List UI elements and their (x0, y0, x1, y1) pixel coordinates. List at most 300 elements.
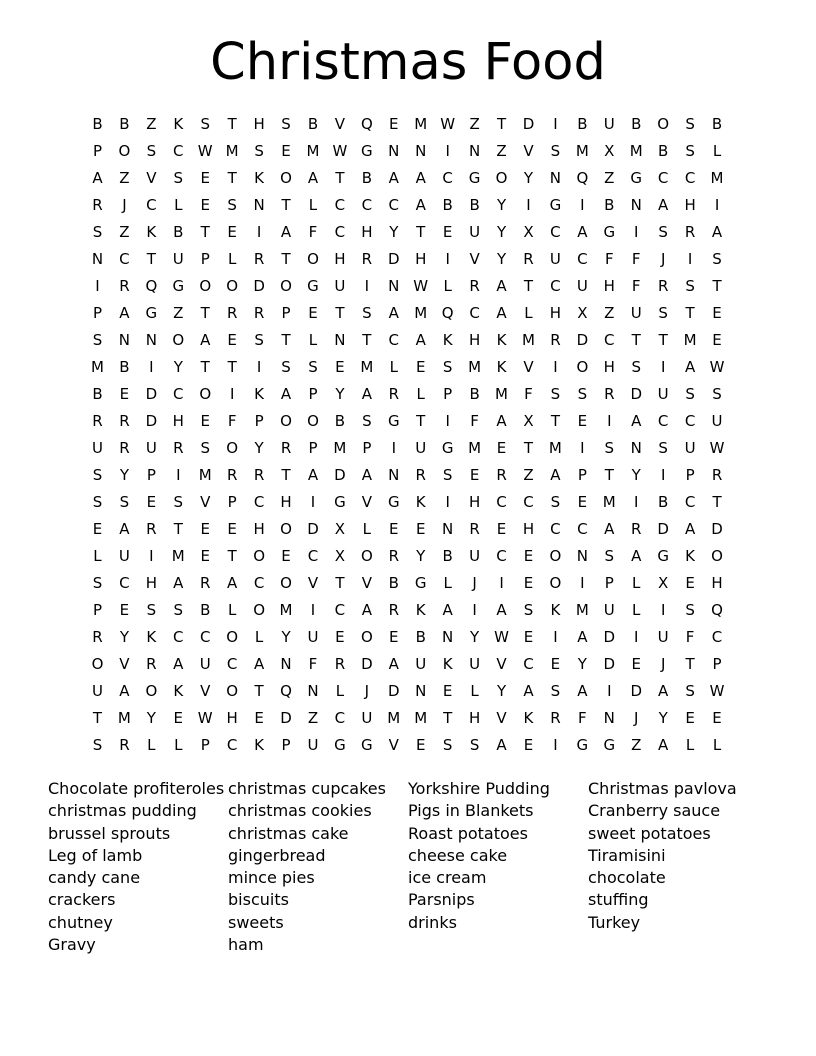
grid-letter: A (361, 601, 372, 619)
grid-letter: E (523, 574, 534, 592)
word-list-item: Yorkshire Pudding (408, 779, 550, 798)
grid-letter: R (146, 655, 157, 673)
grid-letter: I (149, 547, 154, 565)
grid-letter: B (307, 115, 319, 133)
grid-letter: O (199, 385, 212, 403)
grid-letter: B (577, 115, 588, 133)
grid-letter: S (550, 385, 561, 403)
grid-letter: S (173, 493, 184, 511)
grid-letter: A (631, 412, 642, 430)
grid-letter: M (225, 142, 239, 160)
grid-letter: C (334, 196, 346, 214)
grid-letter: E (281, 547, 291, 565)
grid-letter: B (469, 385, 480, 403)
grid-letter: Q (576, 169, 589, 187)
grid-letter: I (607, 412, 612, 430)
grid-letter: C (523, 493, 534, 511)
grid-letter: A (200, 331, 211, 349)
grid-letter: D (576, 331, 589, 349)
grid-letter: C (684, 169, 696, 187)
grid-letter: Y (389, 223, 399, 241)
grid-letter: R (226, 304, 238, 322)
grid-letter: M (521, 331, 535, 349)
grid-letter: N (576, 547, 588, 565)
grid-letter: U (145, 439, 157, 457)
grid-letter: P (604, 574, 614, 592)
grid-letter: B (173, 223, 184, 241)
grid-letter: P (200, 250, 210, 268)
grid-letter: I (445, 493, 450, 511)
grid-letter: O (226, 439, 239, 457)
grid-letter: I (499, 574, 504, 592)
grid-letter: I (580, 196, 585, 214)
grid-letter: E (200, 520, 210, 538)
grid-letter: E (523, 736, 534, 754)
grid-letter: T (712, 277, 722, 295)
grid-letter: C (361, 196, 373, 214)
grid-letter: M (198, 466, 212, 484)
grid-letter: Z (496, 142, 507, 160)
grid-letter: H (226, 709, 238, 727)
grid-letter: R (550, 709, 561, 727)
grid-letter: O (549, 574, 562, 592)
grid-letter: K (254, 385, 265, 403)
grid-letter: I (176, 466, 181, 484)
grid-letter: P (577, 466, 587, 484)
grid-letter: K (496, 358, 507, 376)
grid-letter: S (523, 601, 534, 619)
grid-letter: K (496, 331, 507, 349)
grid-letter: T (227, 547, 237, 565)
grid-letter: B (631, 115, 642, 133)
grid-letter: T (443, 709, 453, 727)
grid-letter: C (657, 412, 669, 430)
grid-letter: C (253, 493, 265, 511)
grid-letter: A (227, 574, 238, 592)
grid-letter: C (496, 547, 507, 565)
grid-letter: D (253, 277, 265, 295)
grid-letter: U (603, 601, 615, 619)
grid-letter: G (603, 223, 616, 241)
grid-letter: C (469, 304, 480, 322)
grid-letter: V (361, 574, 372, 592)
grid-letter: L (470, 682, 479, 700)
grid-letter: T (281, 331, 291, 349)
grid-letter: O (657, 115, 670, 133)
grid-letter: I (634, 223, 639, 241)
grid-letter: I (445, 412, 450, 430)
grid-letter: I (310, 601, 316, 619)
grid-letter: E (281, 142, 291, 160)
grid-letter: G (307, 277, 319, 295)
grid-letter: E (523, 628, 534, 646)
grid-letter: H (549, 304, 562, 322)
grid-letter: M (602, 493, 616, 511)
grid-letter: Y (119, 466, 129, 484)
grid-letter: E (631, 655, 641, 673)
page-title: Christmas Food (210, 33, 606, 92)
grid-letter: A (711, 223, 723, 241)
grid-letter: O (495, 169, 508, 187)
grid-letter: T (523, 277, 534, 295)
grid-letter: K (146, 628, 157, 646)
grid-letter: R (146, 520, 157, 538)
grid-letter: H (711, 574, 723, 592)
grid-letter: Y (146, 709, 156, 727)
grid-letter: X (334, 547, 346, 565)
grid-letter: A (388, 304, 399, 322)
grid-letter: U (711, 412, 723, 430)
grid-letter: L (524, 304, 533, 322)
grid-letter: M (306, 142, 320, 160)
grid-letter: L (335, 682, 345, 700)
grid-letter: I (229, 385, 235, 403)
grid-letter: U (172, 250, 184, 268)
grid-letter: X (523, 223, 534, 241)
grid-letter: H (684, 196, 696, 214)
grid-letter: S (685, 385, 695, 403)
grid-letter: L (147, 736, 156, 754)
grid-letter: S (577, 385, 588, 403)
grid-letter: O (253, 547, 265, 565)
grid-letter: X (334, 520, 346, 538)
grid-letter: B (658, 493, 669, 511)
word-list-item: biscuits (228, 890, 289, 910)
grid-letter: H (253, 115, 265, 133)
grid-letter: O (280, 412, 292, 430)
grid-letter: C (550, 223, 561, 241)
grid-letter: C (173, 385, 184, 403)
grid-letter: S (254, 331, 264, 349)
grid-letter: U (199, 655, 211, 673)
grid-letter: K (415, 493, 426, 511)
grid-letter: T (631, 331, 641, 349)
grid-letter: U (657, 628, 669, 646)
grid-letter: T (227, 169, 237, 187)
grid-letter: I (687, 250, 693, 268)
grid-letter: E (389, 520, 399, 538)
grid-letter: T (281, 250, 291, 268)
grid-letter: I (149, 358, 154, 376)
grid-letter: A (496, 277, 507, 295)
grid-letter: A (658, 682, 669, 700)
grid-letter: M (468, 358, 482, 376)
grid-letter: C (711, 628, 723, 646)
grid-letter: Y (523, 169, 534, 187)
word-list-item: cheese cake (408, 845, 508, 865)
grid-letter: H (361, 223, 373, 241)
grid-letter: K (254, 736, 265, 754)
grid-letter: E (712, 304, 722, 322)
grid-letter: N (442, 628, 454, 646)
grid-letter: R (657, 277, 669, 295)
grid-letter: A (307, 169, 319, 187)
grid-letter: E (685, 709, 695, 727)
grid-letter: T (200, 223, 210, 241)
grid-letter: S (92, 223, 103, 241)
grid-letter: S (685, 142, 695, 160)
grid-letter: T (200, 304, 210, 322)
word-list-column (588, 778, 768, 956)
grid-letter: R (92, 628, 103, 646)
grid-letter: A (442, 601, 453, 619)
grid-letter: B (711, 115, 723, 133)
grid-letter: E (308, 304, 318, 322)
grid-letter: G (630, 169, 643, 187)
grid-letter: E (712, 709, 722, 727)
grid-letter: X (577, 304, 588, 322)
grid-letter: N (91, 250, 104, 268)
grid-letter: W (709, 358, 725, 376)
grid-letter: S (685, 277, 695, 295)
grid-letter: I (553, 628, 558, 646)
grid-letter: E (442, 223, 453, 241)
grid-letter: T (335, 574, 345, 592)
grid-letter: T (335, 169, 345, 187)
grid-letter: M (683, 331, 697, 349)
grid-letter: R (200, 574, 211, 592)
word-list-item: Gravy (48, 935, 96, 955)
grid-letter: O (199, 277, 212, 295)
word-list-item: Christmas pavlova (588, 779, 737, 798)
grid-letter: C (550, 277, 561, 295)
grid-letter: V (496, 655, 507, 673)
grid-letter: P (227, 493, 237, 511)
grid-letter: B (388, 574, 399, 592)
grid-letter: N (280, 655, 292, 673)
grid-letter: P (281, 304, 291, 322)
grid-letter: N (603, 709, 615, 727)
grid-letter: E (200, 547, 210, 565)
grid-letter: K (415, 601, 426, 619)
grid-letter: N (307, 682, 319, 700)
grid-letter: I (634, 628, 639, 646)
grid-letter: R (388, 547, 399, 565)
grid-letter: E (415, 358, 426, 376)
grid-letter: K (173, 115, 184, 133)
grid-letter: O (280, 520, 292, 538)
grid-letter: D (630, 385, 642, 403)
word-list-item: Pigs in Blankets (408, 801, 534, 821)
grid-letter: E (550, 655, 561, 673)
grid-letter: P (308, 439, 318, 457)
grid-letter: G (603, 736, 616, 754)
grid-letter: T (227, 358, 237, 376)
grid-letter: S (146, 601, 157, 619)
grid-letter: T (416, 412, 426, 430)
grid-letter: R (415, 466, 426, 484)
grid-letter: C (523, 655, 534, 673)
grid-letter: I (310, 493, 316, 511)
grid-letter: U (576, 277, 588, 295)
grid-letter: B (442, 196, 453, 214)
grid-letter: F (227, 412, 237, 430)
grid-letter: I (472, 601, 477, 619)
grid-letter: H (468, 331, 481, 349)
grid-letter: S (254, 142, 264, 160)
grid-letter: G (334, 493, 346, 511)
grid-letter: N (388, 142, 400, 160)
grid-letter: D (280, 709, 292, 727)
grid-letter: A (684, 358, 696, 376)
grid-letter: E (415, 520, 426, 538)
grid-letter: R (119, 736, 130, 754)
grid-letter: Y (173, 358, 183, 376)
word-list-item: Parsnips (408, 890, 475, 910)
grid-letter: A (361, 385, 372, 403)
grid-letter: E (335, 358, 345, 376)
grid-letter: B (469, 196, 480, 214)
grid-letter: A (684, 520, 696, 538)
grid-letter: A (361, 466, 372, 484)
grid-letter: Q (280, 682, 292, 700)
grid-letter: A (550, 466, 561, 484)
grid-letter: F (685, 628, 695, 646)
word-list-item: crackers (48, 890, 116, 910)
grid-letter: A (577, 628, 588, 646)
grid-letter: Q (145, 277, 158, 295)
grid-letter: M (414, 304, 428, 322)
grid-letter: L (308, 196, 318, 214)
grid-letter: J (472, 574, 477, 592)
grid-letter: Z (604, 169, 615, 187)
grid-letter: I (256, 223, 262, 241)
grid-letter: O (307, 250, 319, 268)
grid-letter: O (145, 682, 158, 700)
grid-letter: U (630, 304, 642, 322)
grid-letter: O (280, 574, 292, 592)
grid-letter: E (335, 628, 345, 646)
grid-letter: B (361, 169, 372, 187)
grid-letter: T (496, 115, 507, 133)
grid-letter: S (227, 196, 237, 214)
grid-letter: M (468, 439, 482, 457)
grid-letter: U (469, 223, 481, 241)
grid-letter: D (522, 115, 535, 133)
grid-letter: R (684, 223, 696, 241)
grid-letter: T (712, 493, 722, 511)
grid-letter: L (93, 547, 102, 565)
word-search-grid (84, 111, 731, 759)
grid-letter: U (469, 547, 481, 565)
grid-letter: I (95, 277, 100, 295)
grid-letter: R (604, 385, 615, 403)
grid-letter: N (334, 331, 346, 349)
grid-letter: A (415, 169, 426, 187)
grid-letter: G (172, 277, 185, 295)
grid-letter: E (200, 412, 210, 430)
grid-letter: V (361, 493, 372, 511)
grid-letter: C (604, 331, 615, 349)
grid-letter: E (200, 196, 210, 214)
grid-letter: A (173, 574, 184, 592)
grid-letter: O (360, 547, 373, 565)
grid-letter: L (227, 601, 237, 619)
grid-letter: L (416, 385, 425, 403)
grid-letter: R (334, 655, 346, 673)
grid-letter: W (709, 682, 725, 700)
grid-letter: U (684, 439, 696, 457)
grid-letter: R (631, 520, 642, 538)
grid-letter: J (660, 250, 666, 268)
grid-letter: S (658, 223, 668, 241)
grid-letter: C (496, 493, 507, 511)
grid-letter: S (550, 142, 561, 160)
grid-letter: Y (470, 628, 480, 646)
grid-letter: T (173, 520, 183, 538)
grid-letter: A (658, 196, 669, 214)
grid-letter: T (658, 331, 668, 349)
grid-letter: Y (281, 628, 291, 646)
grid-letter: U (91, 682, 103, 700)
grid-letter: M (710, 169, 724, 187)
grid-letter: N (442, 520, 454, 538)
grid-letter: C (684, 412, 696, 430)
grid-letter: T (146, 250, 156, 268)
grid-letter: S (712, 385, 722, 403)
grid-letter: A (496, 601, 507, 619)
grid-letter: G (387, 493, 400, 511)
grid-letter: A (415, 196, 426, 214)
grid-letter: O (91, 655, 104, 673)
grid-letter: P (712, 655, 722, 673)
grid-letter: I (714, 196, 720, 214)
grid-letter: H (468, 709, 481, 727)
grid-letter: S (550, 682, 561, 700)
grid-letter: A (604, 520, 615, 538)
grid-letter: B (442, 547, 453, 565)
grid-letter: Y (119, 628, 129, 646)
grid-letter: C (307, 547, 319, 565)
grid-letter: J (660, 655, 666, 673)
grid-letter: L (389, 358, 398, 376)
grid-letter: V (119, 655, 130, 673)
grid-letter: O (307, 412, 319, 430)
word-list-column (408, 778, 588, 956)
grid-letter: I (526, 196, 531, 214)
grid-letter: D (361, 655, 373, 673)
grid-letter: M (279, 601, 293, 619)
grid-letter: A (173, 655, 184, 673)
grid-letter: W (197, 142, 213, 160)
grid-letter: S (362, 412, 372, 430)
grid-letter: Y (335, 385, 345, 403)
grid-letter: C (226, 655, 238, 673)
grid-letter: S (173, 601, 184, 619)
grid-letter: D (630, 682, 642, 700)
grid-letter: U (415, 655, 427, 673)
grid-letter: I (660, 358, 666, 376)
grid-letter: C (577, 250, 588, 268)
grid-letter: E (389, 628, 399, 646)
grid-letter: G (334, 736, 346, 754)
grid-letter: T (281, 196, 291, 214)
grid-letter: M (333, 439, 347, 457)
grid-letter: I (553, 115, 558, 133)
grid-letter: C (173, 628, 184, 646)
word-list-item: chutney (48, 912, 113, 932)
grid-letter: U (657, 385, 669, 403)
grid-letter: T (362, 331, 372, 349)
grid-letter: O (280, 277, 292, 295)
grid-letter: V (307, 574, 319, 592)
grid-letter: S (146, 142, 157, 160)
grid-letter: A (119, 682, 130, 700)
grid-letter: Y (496, 250, 507, 268)
grid-letter: P (308, 385, 318, 403)
word-list-item: christmas cookies (228, 801, 372, 821)
grid-letter: W (413, 277, 429, 295)
